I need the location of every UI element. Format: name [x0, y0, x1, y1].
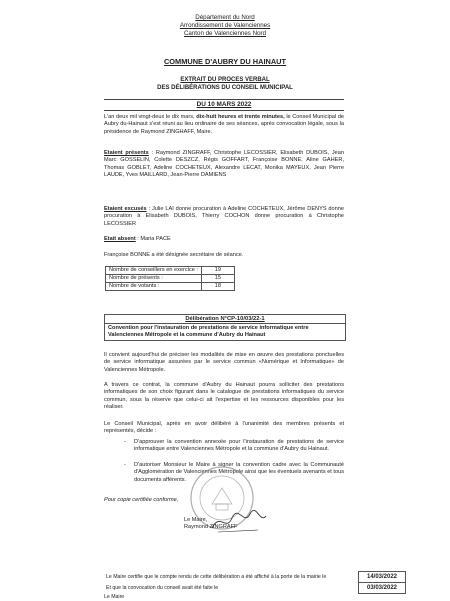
deliberation-box: [104, 314, 346, 341]
counts-table: [105, 266, 235, 291]
certified-copy-text: Pour copie certifiée conforme,: [104, 497, 179, 503]
commune-title: COMMUNE D'AUBRY DU HAINAUT: [163, 57, 287, 66]
table-row: Nombre de conseillers en exercice : 19: [106, 267, 235, 275]
table-row: Nombre de présents : 15: [106, 275, 235, 283]
bullet-dash: -: [124, 462, 126, 468]
divider-top: [104, 99, 344, 100]
signature-block: Le Maire, Raymond ZINGRAFF: [184, 517, 238, 530]
table-row: Le Maire certifie que le compte rendu de cette délibération a été affiché à la porte de la mairie le 14/03/2022: [104, 572, 406, 583]
table-row: Et que la convocation du conseil avait été faite le 03/03/2022: [104, 583, 406, 594]
header-arrondissement: Arrondissement de Valenciennes: [179, 22, 271, 29]
table-row: Nombre de votants : 18: [106, 283, 235, 291]
body-paragraph-3: Le Conseil Municipal, après en avoir délibéré à l'unanimité des membres présents et représentés, décide :: [104, 421, 344, 435]
session-date: DU 10 MARS 2022: [196, 101, 252, 108]
footer-maire: Le Maire: [104, 594, 125, 600]
header-canton: Canton de Valenciennes Nord: [183, 30, 267, 37]
body-paragraph-2: A travers ce contrat, la commune d'Aubry du Hainaut pourra solliciter des prestations informatiques de son choix figurant dans le catalogue de prestations informatiques du service commun, sous la réserve que celui-ci ait l'expertise et les ressources disponibles pour les réaliser.: [104, 382, 344, 410]
intro-paragraph: L'an deux mil vingt-deux le dix mars, dix-huit heures et trente minutes, le Conseil Municipal de Aubry du-Hainaut s'est réuni au lieu ordinaire de ses séances, après convocation légale, sous la présidence de Raymond ZINGHAFF, Maire.: [104, 114, 344, 135]
header-department: Département du Nord: [195, 14, 255, 21]
absent-paragraph: Etait absent : Maria PACE: [104, 236, 171, 242]
deliberation-subject: Convention pour l'instauration de prestations de service informatique entre Valenciennes Métropole et la commune d'Aubry du Hainaut: [108, 325, 309, 339]
presents-paragraph: Etaient présents : Raymond ZINGRAFF, Christophe LECOSSIER, Elisabeth DUBOIS, Jean Marc GOSSELIN, Colette DESZCZ, Régis GOFFART, Françoise BONNE, Aline GAHER, Thomas GOBLET, Adeline COCHETEUX, Alexandre LECAT, Monika MAYEUX, Jean Pierre LAUDE, Yves MAILLARD, Jean-Pierre DAMIENS: [104, 150, 344, 178]
extrait-title: EXTRAIT DU PROCES VERBAL DES DÉLIBÉRATIONS DU CONSEIL MUNICIPAL: [157, 77, 293, 91]
divider-date: [104, 110, 344, 111]
secretary-paragraph: Françoise BONNE a été désignée secrétaire de séance.: [104, 252, 244, 258]
footer-table: [104, 571, 406, 594]
bullet-dash: -: [124, 439, 126, 445]
decision-item-1: D'approuver la convention annexée pour l'instauration de prestations de service informatique entre Valenciennes Métropole et la commune d'Aubry du Hainaut.: [134, 439, 344, 453]
excuses-paragraph: Etaient excusés : Julie LAI donne procuration à Adeline COCHETEUX, Jérôme DENYS donne procuration à Elisabeth DUBOIS, Thierry COCHON donne procuration à Christophe LECOSSIER: [104, 206, 344, 227]
deliberation-number: Délibération N°CP-10/03/22-1: [105, 315, 345, 324]
body-paragraph-1: Il convient aujourd'hui de préciser les modalités de mise en œuvre des prestations ponctuelles de service informatique assurées par le service commun «Numérique et Informatique» de Valenciennes Métropole.: [104, 352, 344, 373]
decision-item-2: D'autoriser Monsieur le Maire à signer la convention cadre avec la Communauté d'Agglomération de Valenciennes Métropole ainsi que les éventuels avenants et tous documents afférents.: [134, 462, 344, 483]
